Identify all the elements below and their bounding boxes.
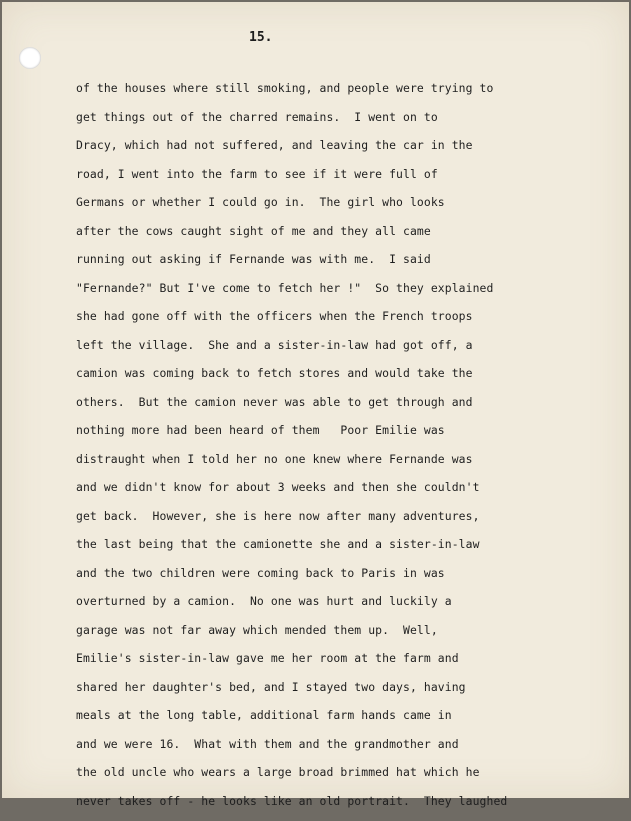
text-line: meals at the long table, additional farm hands came in — [76, 707, 621, 736]
text-line: left the village. She and a sister-in-law had got off, a — [76, 337, 621, 366]
text-line: the last being that the camionette she and a sister-in-law — [76, 536, 621, 565]
text-line: "Fernande?" But I've come to fetch her !" So they explained — [76, 280, 621, 309]
text-line: of the houses where still smoking, and people were trying to — [76, 80, 621, 109]
text-line: camion was coming back to fetch stores and would take the — [76, 365, 621, 394]
text-line: overturned by a camion. No one was hurt and luckily a — [76, 593, 621, 622]
text-line: and the two children were coming back to Paris in was — [76, 565, 621, 594]
document-page — [2, 2, 629, 798]
text-line: others. But the camion never was able to get through and — [76, 394, 621, 423]
text-line: garage was not far away which mended them up. Well, — [76, 622, 621, 651]
text-line: shared her daughter's bed, and I stayed two days, having — [76, 679, 621, 708]
text-line: and we were 16. What with them and the grandmother and — [76, 736, 621, 765]
text-line: after the cows caught sight of me and they all came — [76, 223, 621, 252]
page-number: 15. — [249, 30, 272, 45]
text-line: nothing more had been heard of them Poor Emilie was — [76, 422, 621, 451]
text-line: the old uncle who wears a large broad brimmed hat which he — [76, 764, 621, 793]
text-line: Dracy, which had not suffered, and leaving the car in the — [76, 137, 621, 166]
punch-hole — [19, 47, 41, 69]
text-line: get things out of the charred remains. I went on to — [76, 109, 621, 138]
text-line: running out asking if Fernande was with me. I said — [76, 251, 621, 280]
text-line: and we didn't know for about 3 weeks and then she couldn't — [76, 479, 621, 508]
text-line: get back. However, she is here now after many adventures, — [76, 508, 621, 537]
text-line: she had gone off with the officers when the French troops — [76, 308, 621, 337]
text-line: Emilie's sister-in-law gave me her room at the farm and — [76, 650, 621, 679]
text-line: road, I went into the farm to see if it were full of — [76, 166, 621, 195]
body-text — [76, 80, 621, 821]
text-line: distraught when I told her no one knew where Fernande was — [76, 451, 621, 480]
text-line: Germans or whether I could go in. The girl who looks — [76, 194, 621, 223]
text-line: never takes off - he looks like an old portrait. They laughed — [76, 793, 621, 821]
